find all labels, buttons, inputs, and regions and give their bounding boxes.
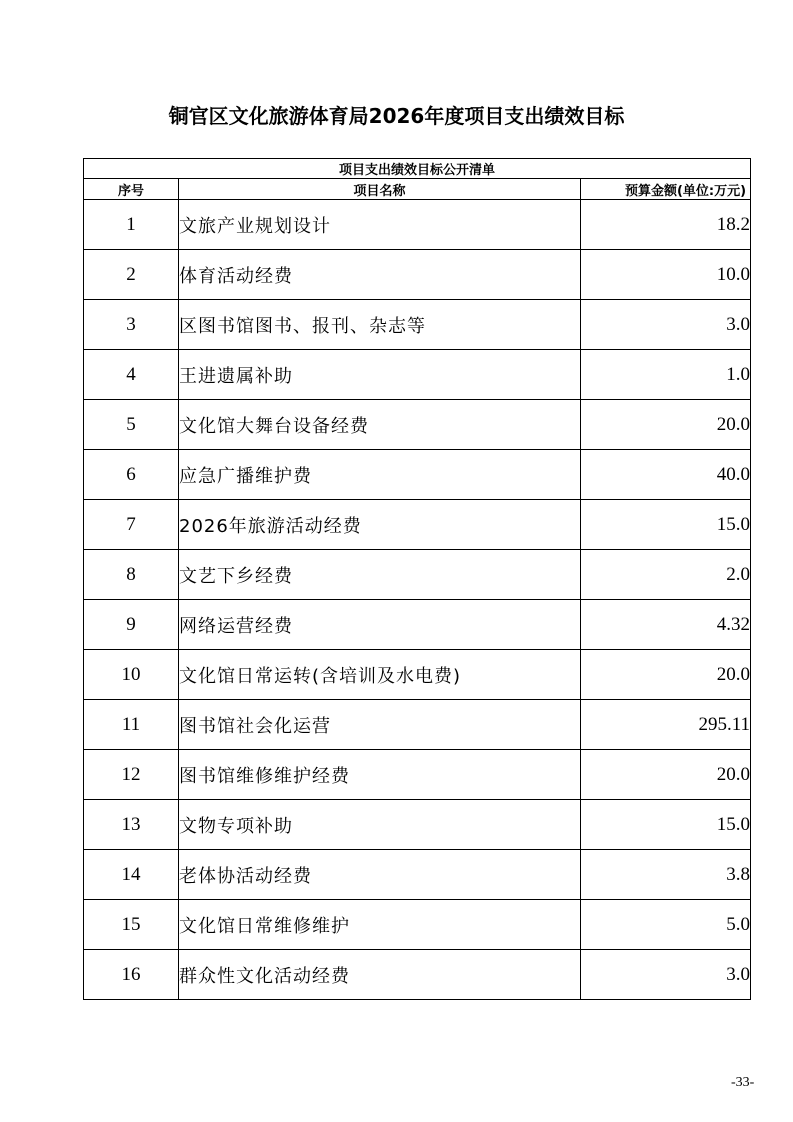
project-name: 王进遗属补助 (179, 350, 581, 400)
row-number: 11 (84, 700, 179, 750)
table-row (84, 850, 751, 900)
table-row (84, 400, 751, 450)
budget-amount: 5.0 (581, 900, 751, 950)
row-number: 3 (84, 300, 179, 350)
table-row (84, 200, 751, 250)
row-number: 1 (84, 200, 179, 250)
project-name: 文物专项补助 (179, 800, 581, 850)
budget-amount: 295.11 (581, 700, 751, 750)
table-row (84, 450, 751, 500)
table-row (84, 300, 751, 350)
row-number: 4 (84, 350, 179, 400)
budget-amount: 15.0 (581, 500, 751, 550)
header-name: 项目名称 (179, 179, 581, 200)
budget-amount: 3.0 (581, 950, 751, 1000)
page-number: -33- (731, 1075, 755, 1090)
budget-amount: 3.0 (581, 300, 751, 350)
table-row (84, 250, 751, 300)
row-number: 7 (84, 500, 179, 550)
row-number: 2 (84, 250, 179, 300)
project-name: 文化馆日常运转(含培训及水电费) (179, 650, 581, 700)
row-number: 5 (84, 400, 179, 450)
page-title: 铜官区文化旅游体育局2026年度项目支出绩效目标 (168, 104, 625, 128)
project-name: 体育活动经费 (179, 250, 581, 300)
table-row (84, 750, 751, 800)
budget-amount: 15.0 (581, 800, 751, 850)
budget-amount: 10.0 (581, 250, 751, 300)
project-name: 文旅产业规划设计 (179, 200, 581, 250)
budget-amount: 3.8 (581, 850, 751, 900)
table-row (84, 500, 751, 550)
header-amount: 预算金额(单位:万元) (581, 179, 751, 200)
project-name: 文化馆大舞台设备经费 (179, 400, 581, 450)
row-number: 8 (84, 550, 179, 600)
row-number: 6 (84, 450, 179, 500)
budget-amount: 18.2 (581, 200, 751, 250)
header-no: 序号 (84, 179, 179, 200)
row-number: 13 (84, 800, 179, 850)
project-name: 2026年旅游活动经费 (179, 500, 581, 550)
row-number: 15 (84, 900, 179, 950)
table-row (84, 950, 751, 1000)
table-row (84, 350, 751, 400)
table-caption: 项目支出绩效目标公开清单 (84, 159, 751, 179)
project-name: 群众性文化活动经费 (179, 950, 581, 1000)
project-name: 文艺下乡经费 (179, 550, 581, 600)
table-caption-row (84, 159, 751, 179)
budget-amount: 20.0 (581, 400, 751, 450)
table-row (84, 550, 751, 600)
project-name: 网络运营经费 (179, 600, 581, 650)
project-name: 图书馆维修维护经费 (179, 750, 581, 800)
table-body (84, 200, 751, 1000)
row-number: 14 (84, 850, 179, 900)
budget-amount: 20.0 (581, 750, 751, 800)
table-row (84, 800, 751, 850)
project-name: 应急广播维护费 (179, 450, 581, 500)
budget-amount: 40.0 (581, 450, 751, 500)
budget-amount: 20.0 (581, 650, 751, 700)
table-header-row (84, 179, 751, 200)
row-number: 9 (84, 600, 179, 650)
row-number: 10 (84, 650, 179, 700)
project-name: 老体协活动经费 (179, 850, 581, 900)
project-name: 图书馆社会化运营 (179, 700, 581, 750)
budget-amount: 4.32 (581, 600, 751, 650)
budget-amount: 2.0 (581, 550, 751, 600)
row-number: 16 (84, 950, 179, 1000)
table-row (84, 600, 751, 650)
table-row (84, 650, 751, 700)
project-name: 文化馆日常维修维护 (179, 900, 581, 950)
table-row (84, 700, 751, 750)
budget-amount: 1.0 (581, 350, 751, 400)
row-number: 12 (84, 750, 179, 800)
budget-table (83, 158, 751, 1000)
project-name: 区图书馆图书、报刊、杂志等 (179, 300, 581, 350)
table-row (84, 900, 751, 950)
